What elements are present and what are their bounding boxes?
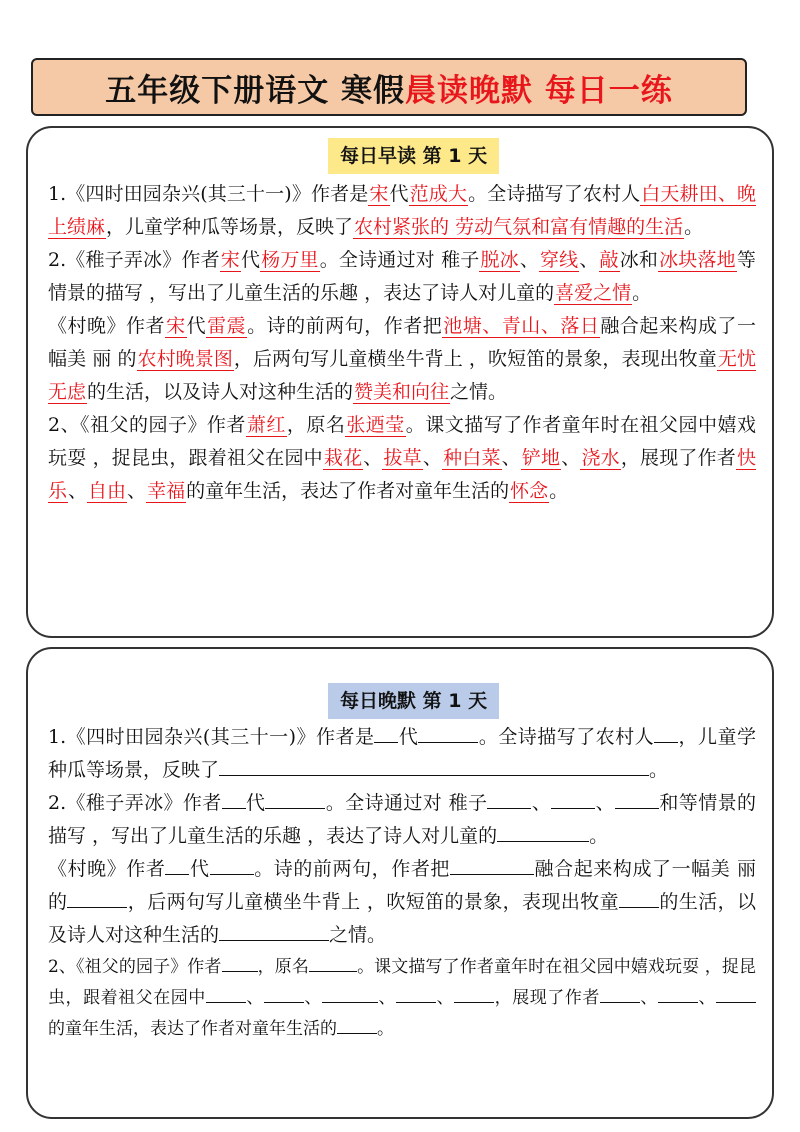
blank[interactable] <box>374 724 398 743</box>
text: ，展现了作者 <box>620 447 736 469</box>
text: 的生活，以及诗人对这种生活的 <box>48 891 756 946</box>
text: ，儿童学种瓜等场景，反映了 <box>106 216 354 238</box>
answer: 宋 <box>220 249 240 271</box>
blank[interactable] <box>165 856 189 875</box>
text: 代 <box>186 315 207 337</box>
text: 、 <box>531 792 552 814</box>
answer: 农村晚景图 <box>137 348 233 370</box>
answer: 张迺莹 <box>346 414 405 436</box>
text: 和等情景的描写 ，写出了儿童生活的乐趣 ，表达了诗人对儿童的 <box>48 792 756 847</box>
text: 、 <box>245 988 264 1008</box>
text: 融合起来构成了一幅美 丽 的 <box>48 315 756 370</box>
answer: 铲地 <box>521 447 561 469</box>
blank[interactable] <box>615 790 659 809</box>
text: ，原名 <box>257 957 309 977</box>
morning-paragraph-4 <box>48 409 756 508</box>
text: 。课文描写了作者童年时在祖父园中嬉戏玩耍 ，捉昆虫，跟着祖父在园中 <box>48 414 756 469</box>
answer: 萧红 <box>246 414 286 436</box>
text: ，展现了作者 <box>494 988 600 1008</box>
text: 。全诗描写了农村人 <box>478 726 655 748</box>
text: 代 <box>398 726 419 748</box>
blank[interactable] <box>322 984 378 1003</box>
morning-content <box>48 178 756 508</box>
text: 的童年生活，表达了作者对童年生活的 <box>48 1019 337 1039</box>
evening-paragraph-2 <box>48 787 756 853</box>
text: ，后两句写儿童横坐牛背上 ，吹短笛的景象，表现出牧童 <box>127 891 620 913</box>
answer: 冰块落地 <box>659 249 736 271</box>
text: 、 <box>519 249 539 271</box>
answer: 宋 <box>369 183 389 205</box>
text: 。全诗通过对 稚子 <box>319 249 480 271</box>
text: 代 <box>245 792 266 814</box>
text: 代 <box>240 249 261 271</box>
text: 之情。 <box>450 381 508 403</box>
answer: 池塘、青山、落日 <box>443 315 600 337</box>
blank[interactable] <box>418 724 478 743</box>
blank[interactable] <box>67 889 127 908</box>
text: 。全诗描写了农村人 <box>468 183 641 205</box>
evening-content <box>48 721 756 1045</box>
text: 2、《祖父的园子》作者 <box>48 957 222 977</box>
blank[interactable] <box>219 922 329 941</box>
text: 2.《稚子弄冰》作者 <box>48 249 220 271</box>
answer: 杨万里 <box>261 249 319 271</box>
blank[interactable] <box>264 984 304 1003</box>
answer: 脱冰 <box>480 249 519 271</box>
morning-paragraph-1 <box>48 178 756 244</box>
answer: 拔草 <box>383 447 422 469</box>
blank[interactable] <box>206 984 246 1003</box>
text: 之情。 <box>329 924 387 946</box>
text: 代 <box>389 183 409 205</box>
text: 。 <box>632 282 652 304</box>
answer: 喜爱之情 <box>555 282 632 304</box>
text: 《村晚》作者 <box>48 315 166 337</box>
answer: 快乐 <box>48 447 756 502</box>
text: 、 <box>579 249 599 271</box>
morning-paragraph-2 <box>48 244 756 310</box>
answer: 赞美和向往 <box>354 381 450 403</box>
text: 代 <box>189 858 210 880</box>
answer: 农村紧张的 劳动气氛和富有情趣的生活 <box>354 216 684 238</box>
text: 、 <box>595 792 616 814</box>
blank[interactable] <box>265 790 325 809</box>
answer: 范成大 <box>409 183 468 205</box>
text: 、 <box>377 988 397 1008</box>
answer: 穿线 <box>540 249 579 271</box>
evening-paragraph-3 <box>48 853 756 952</box>
title-red: 晨读晚默 每日一练 <box>405 72 673 109</box>
blank[interactable] <box>619 889 659 908</box>
answer: 无忧无虑 <box>48 348 756 403</box>
text: 、 <box>363 447 383 469</box>
blank[interactable] <box>497 823 589 842</box>
text: 、 <box>561 447 581 469</box>
text: 、 <box>436 988 455 1008</box>
blank[interactable] <box>658 984 698 1003</box>
blank[interactable] <box>222 790 246 809</box>
answer: 幸福 <box>147 480 186 502</box>
text: 、 <box>68 480 88 502</box>
blank[interactable] <box>450 856 534 875</box>
text: ，儿童学种瓜等场景，反映了 <box>48 726 756 781</box>
evening-paragraph-1 <box>48 721 756 787</box>
text: 、 <box>639 988 658 1008</box>
text: 《村晚》作者 <box>48 858 166 880</box>
blank[interactable] <box>222 953 258 972</box>
blank[interactable] <box>210 856 254 875</box>
text: 冰和 <box>619 249 659 271</box>
text: 。 <box>589 825 609 847</box>
text: 、 <box>422 447 443 469</box>
text: 。全诗通过对 稚子 <box>325 792 488 814</box>
blank[interactable] <box>551 790 595 809</box>
morning-reading-panel <box>26 126 774 638</box>
blank[interactable] <box>654 724 678 743</box>
text: ，后两句写儿童横坐牛背上 ，吹短笛的景象，表现出牧童 <box>233 348 717 370</box>
text: 1.《四时田园杂兴(其三十一)》作者是 <box>48 726 375 748</box>
morning-label: 每日早读 第 1 天 <box>328 138 499 174</box>
evening-paragraph-4 <box>48 952 756 1045</box>
text: 。 <box>377 1019 394 1039</box>
answer: 怀念 <box>510 480 549 502</box>
blank[interactable] <box>454 984 494 1003</box>
page-title <box>31 58 747 116</box>
text: 。 <box>649 759 669 781</box>
evening-label: 每日晚默 第 1 天 <box>328 683 499 719</box>
answer: 自由 <box>88 480 127 502</box>
answer: 浇水 <box>581 447 620 469</box>
blank[interactable] <box>487 790 531 809</box>
blank[interactable] <box>716 984 756 1003</box>
answer: 雷震 <box>207 315 247 337</box>
text: 的生活，以及诗人对这种生活的 <box>87 381 354 403</box>
text: 的童年生活，表达了作者对童年生活的 <box>186 480 510 502</box>
blank[interactable] <box>396 984 436 1003</box>
text: 2、《祖父的园子》作者 <box>48 414 246 436</box>
morning-paragraph-3 <box>48 310 756 409</box>
text: 融合起来构成了一幅美 丽 的 <box>48 858 756 913</box>
answer: 栽花 <box>323 447 363 469</box>
text: 1.《四时田园杂兴(其三十一)》作者是 <box>48 183 369 205</box>
text: 等情景的描写 ，写出了儿童生活的乐趣 ，表达了诗人对儿童的 <box>48 249 756 304</box>
text: 。 <box>684 216 704 238</box>
blank[interactable] <box>337 1015 377 1034</box>
answer: 宋 <box>166 315 186 337</box>
answer: 白天耕田、晚上绩麻 <box>48 183 756 238</box>
text: 、 <box>127 480 147 502</box>
text: 。诗的前两句，作者把 <box>253 858 450 880</box>
text: 。课文描写了作者童年时在祖父园中嬉戏玩耍 ，捉昆虫，跟着祖父在园中 <box>48 957 756 1008</box>
blank[interactable] <box>600 984 640 1003</box>
answer: 种白菜 <box>443 447 501 469</box>
text: 、 <box>501 447 521 469</box>
title-black: 五年级下册语文 寒假 <box>105 72 405 109</box>
text: 。诗的前两句，作者把 <box>247 315 443 337</box>
text: 、 <box>303 988 322 1008</box>
evening-dictation-panel <box>26 647 774 1119</box>
text: 2.《稚子弄冰》作者 <box>48 792 222 814</box>
blank[interactable] <box>309 953 357 972</box>
text: ，原名 <box>286 414 346 436</box>
text: 。 <box>549 480 569 502</box>
answer: 敲 <box>599 249 619 271</box>
blank[interactable] <box>219 757 649 776</box>
text: 、 <box>697 988 717 1008</box>
